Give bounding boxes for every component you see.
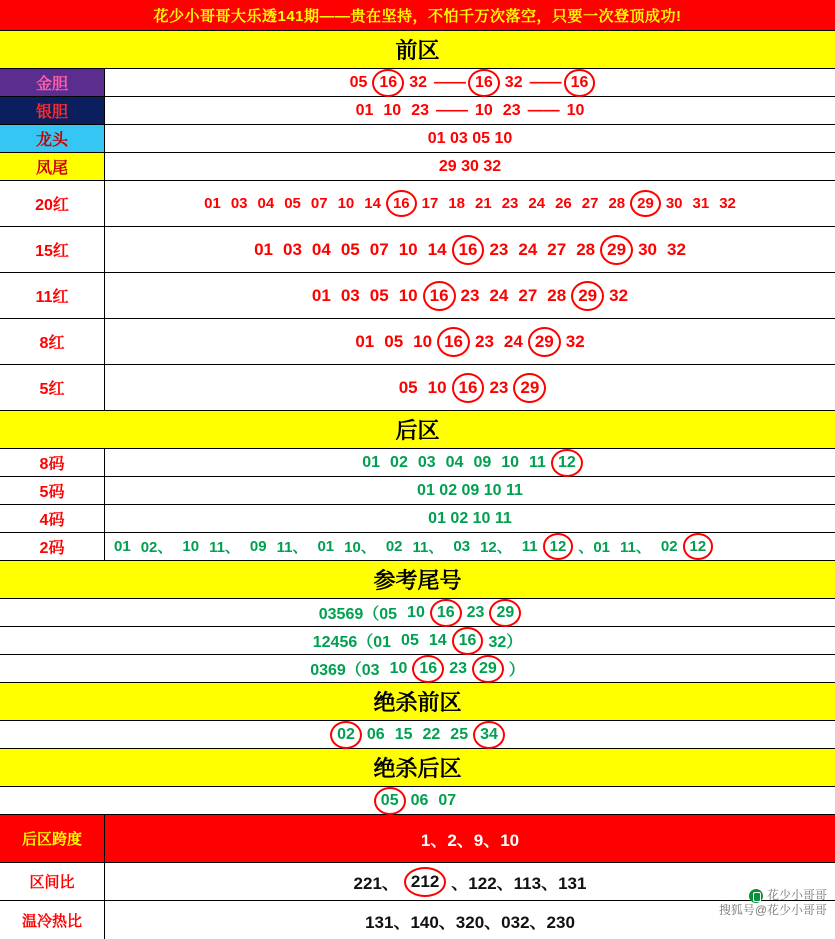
watermark xyxy=(719,888,827,919)
row-label-jindan: 金胆 xyxy=(0,69,105,96)
section-kill-back: 绝杀后区 xyxy=(0,749,835,787)
table-row xyxy=(0,655,835,683)
row-label-8red: 8红 xyxy=(0,319,105,364)
row-value-8red: 01 05 10 16 23 24 29 32 xyxy=(355,331,585,351)
table-row xyxy=(0,477,835,505)
table-row xyxy=(0,721,835,749)
row-value-zone-ratio: 221、 212 、122、113、131 xyxy=(353,871,587,893)
table-row xyxy=(0,627,835,655)
row-label-temp-ratio: 温冷热比 xyxy=(0,901,105,939)
row-label-5red: 5红 xyxy=(0,365,105,410)
row-value-11red: 01 03 05 10 16 23 24 27 28 29 32 xyxy=(311,285,629,305)
ref-tail-row-1: 03569（05 10 16 23 29 xyxy=(0,599,835,626)
table-row xyxy=(0,227,835,273)
table-row xyxy=(0,365,835,411)
ref-tail-row-2: 12456（01 05 14 16 32） xyxy=(312,631,523,651)
row-value-4code: 01 02 10 11 xyxy=(428,509,512,527)
row-label-11red: 11红 xyxy=(0,273,105,318)
watermark-line-2: 搜狐号@花少小哥哥 xyxy=(718,903,827,918)
row-value-temp-ratio: 131、140、320、032、230 xyxy=(365,912,575,932)
table-row xyxy=(0,449,835,477)
table-row xyxy=(0,505,835,533)
ref-tail-row-3: 0369（03 10 16 23 29 ） xyxy=(310,659,525,679)
row-value-back-span: 1、2、9、10 xyxy=(105,815,835,862)
row-label-2code: 2码 xyxy=(0,533,105,560)
table-row xyxy=(0,901,835,939)
header-row xyxy=(0,0,835,31)
section-kill-front: 绝杀前区 xyxy=(0,683,835,721)
page-title: 花少小哥哥大乐透141期——贵在坚持，不怕千万次落空，只要一次登顶成功! xyxy=(0,0,835,30)
watermark-line-1: 花少小哥哥 xyxy=(766,887,827,902)
row-label-5code: 5码 xyxy=(0,477,105,504)
row-value-5code: 01 02 09 10 11 xyxy=(417,481,523,499)
section-back-zone: 后区 xyxy=(0,411,835,449)
wechat-logo-icon xyxy=(749,889,763,903)
table-row xyxy=(0,863,835,901)
row-label-longtou: 龙头 xyxy=(0,125,105,152)
row-value-15red: 01 03 04 05 07 10 14 16 23 24 27 28 29 30 32 xyxy=(254,239,686,259)
row-label-zone-ratio: 区间比 xyxy=(0,863,105,900)
row-value-5red: 05 10 16 23 29 xyxy=(105,365,835,410)
kill-back-value: 05 06 07 xyxy=(0,787,835,814)
table-row xyxy=(0,181,835,227)
table-row xyxy=(0,319,835,365)
row-value-yindan: 01 10 23 —— 10 23 —— 10 xyxy=(355,101,585,119)
section-ref-tail: 参考尾号 xyxy=(0,561,835,599)
table-row xyxy=(0,533,835,561)
row-label-back-span: 后区跨度 xyxy=(0,815,105,862)
table-row xyxy=(0,97,835,125)
row-label-20red: 20红 xyxy=(0,181,105,226)
row-value-jindan: 05 16 32 —— 16 32 —— 16 xyxy=(105,69,835,96)
row-label-8code: 8码 xyxy=(0,449,105,476)
row-value-20red: 01 03 04 05 07 10 14 16 17 18 21 23 24 26 27 28 29 30 31 32 xyxy=(204,195,736,212)
row-label-yindan: 银胆 xyxy=(0,97,105,124)
table-row xyxy=(0,787,835,815)
section-front-zone: 前区 xyxy=(0,31,835,69)
row-label-15red: 15红 xyxy=(0,227,105,272)
table-row xyxy=(0,69,835,97)
row-value-8code: 01 02 03 04 09 10 11 12 xyxy=(105,449,835,476)
table-row xyxy=(0,273,835,319)
table-row xyxy=(0,815,835,863)
row-label-fengwei: 凤尾 xyxy=(0,153,105,180)
row-value-fengwei: 29 30 32 xyxy=(438,157,502,175)
row-label-4code: 4码 xyxy=(0,505,105,532)
row-value-2code: 01 02、 10 11、 09 11、 01 10、 02 11、 03 12、 11 12 、01 11、 02 12 xyxy=(105,533,835,560)
table-row xyxy=(0,125,835,153)
table-row xyxy=(0,153,835,181)
kill-front-value: 02 06 15 22 25 34 xyxy=(0,721,835,748)
row-value-longtou: 01 03 05 10 xyxy=(427,129,513,147)
table-row xyxy=(0,599,835,627)
